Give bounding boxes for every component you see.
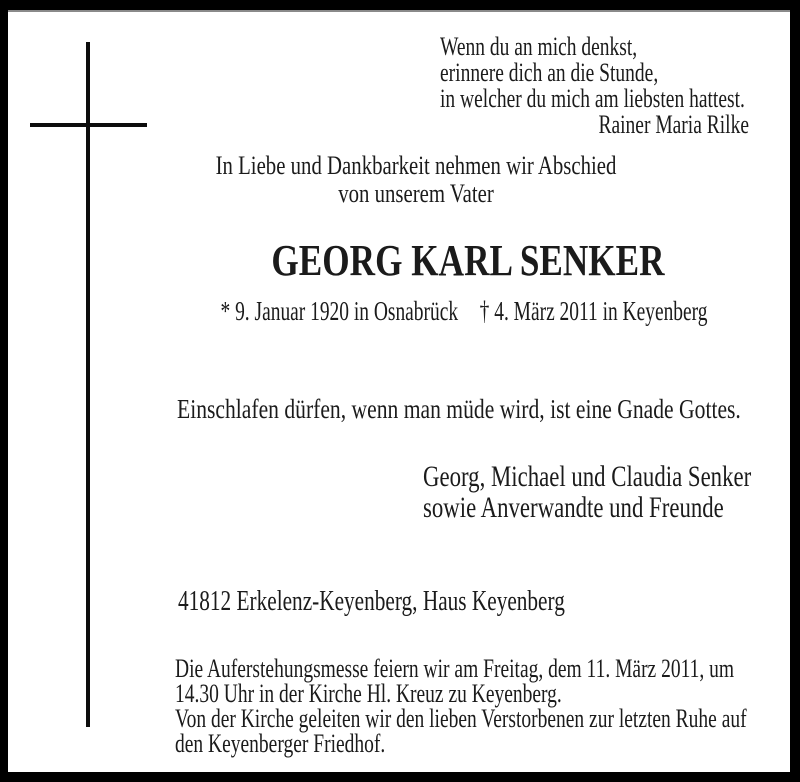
- mourners-line-1: Georg, Michael und Claudia Senker: [423, 460, 752, 493]
- page-edge-top-shadow: [0, 10, 800, 12]
- page-edge-bottom: [0, 772, 800, 782]
- memorial-quote: [440, 34, 749, 138]
- farewell-intro: [208, 152, 624, 208]
- funeral-notice-line-4: den Keyenberger Friedhof.: [175, 729, 386, 758]
- mourners-line-2: sowie Anverwandte und Freunde: [423, 491, 724, 524]
- epitaph: Einschlafen dürfen, wenn man müde wird, ist eine Gnade Gottes.: [177, 394, 741, 424]
- funeral-notice-line-3: Von der Kirche geleiten wir den lieben Verstorbenen zur letzten Ruhe auf: [175, 704, 747, 733]
- funeral-notice-line-1: Die Auferstehungsmesse feiern wir am Freitag, dem 11. März 2011, um: [175, 654, 735, 683]
- farewell-intro-line-1: In Liebe und Dankbarkeit nehmen wir Abschied: [215, 151, 617, 180]
- death-date: † 4. März 2011 in Keyenberg: [479, 296, 708, 326]
- page-edge-top: [0, 0, 800, 10]
- deceased-name: GEORG KARL SENKER: [271, 236, 665, 285]
- page-edge-left: [0, 0, 8, 782]
- address: 41812 Erkelenz-Keyenberg, Haus Keyenberg: [178, 586, 565, 617]
- cross-vertical-bar: [86, 42, 90, 727]
- quote-line-1: Wenn du an mich denkst,: [440, 32, 638, 61]
- life-dates: [176, 296, 752, 326]
- cross-horizontal-bar: [30, 123, 147, 127]
- funeral-notice: [175, 656, 747, 756]
- birth-date: * 9. Januar 1920 in Osnabrück: [220, 296, 459, 326]
- quote-attribution: Rainer Maria Rilke: [598, 110, 749, 139]
- funeral-notice-line-2: 14.30 Uhr in der Kirche Hl. Kreuz zu Keyenberg.: [175, 679, 562, 708]
- page-edge-right: [790, 0, 800, 782]
- farewell-intro-line-2: von unserem Vater: [338, 179, 494, 208]
- quote-line-3: in welcher du mich am liebsten hattest.: [440, 84, 745, 113]
- quote-line-2: erinnere dich an die Stunde,: [440, 58, 659, 87]
- mourners: [423, 461, 751, 523]
